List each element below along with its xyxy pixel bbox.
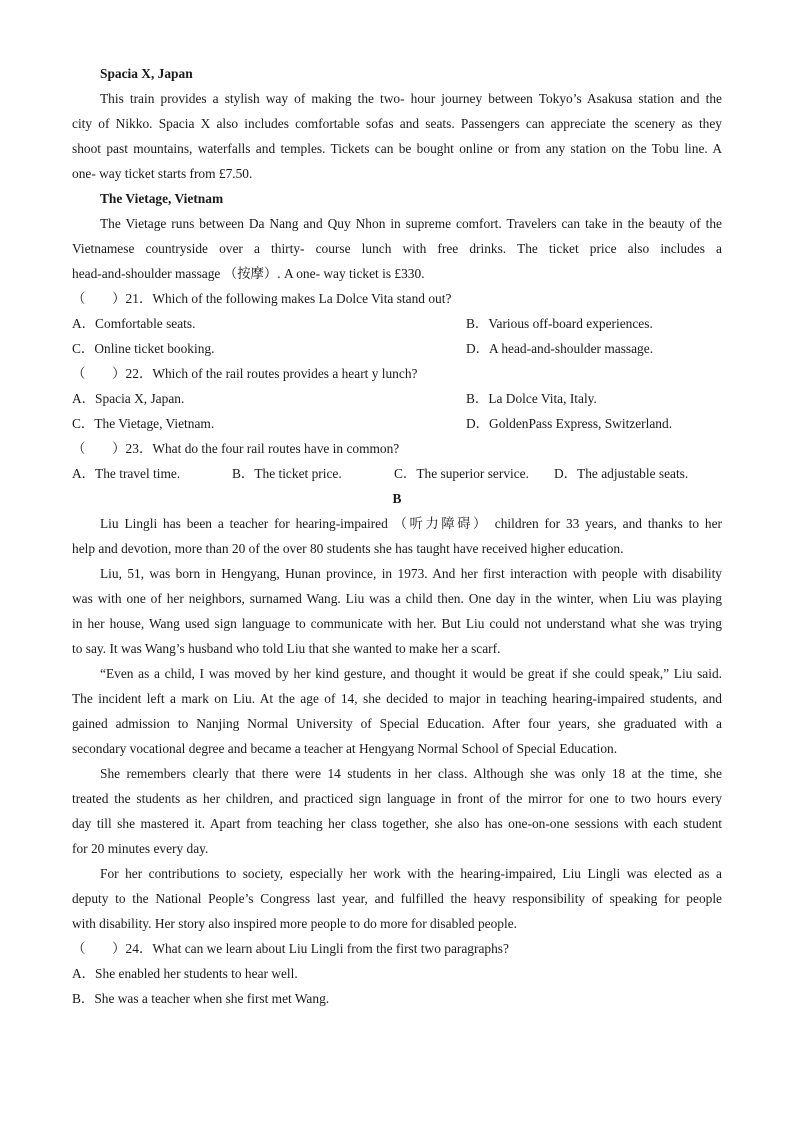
passage-b-p3-line-4: secondary vocational degree and became a teacher at Hengyang Normal School of Special Education. xyxy=(72,741,618,756)
question-23-option-d[interactable]: D．The adjustable seats. xyxy=(554,466,689,481)
question-22-stem: （ ）22．Which of the rail routes provides a heart y lunch? xyxy=(72,366,418,381)
question-22-option-b[interactable]: B．La Dolce Vita, Italy. xyxy=(466,391,597,406)
question-24-stem: （ ）24．What can we learn about Liu Lingli from the first two paragraphs? xyxy=(72,941,509,956)
passage-b-p4-line-4: for 20 minutes every day. xyxy=(72,841,209,856)
question-22-option-d[interactable]: D．GoldenPass Express, Switzerland. xyxy=(466,416,673,431)
passage-b-p3-line-1: “Even as a child, I was moved by her kind gesture, and thought it would be great if she could speak,” Liu said. xyxy=(100,666,722,681)
passage-b-p2-line-1: Liu, 51, was born in Hengyang, Hunan province, in 1973. And her first interaction with people with disability xyxy=(100,566,722,581)
spacia-line-1: This train provides a stylish way of making the two- hour journey between Tokyo’s Asakusa station and the xyxy=(100,91,722,106)
vietage-line-2: Vietnamese countryside over a thirty- course lunch with free drinks. The ticket price also includes a xyxy=(72,241,722,256)
passage-b-p5-line-1: For her contributions to society, especially her work with the hearing-impaired, Liu Lingli was elected as a xyxy=(100,866,722,881)
passage-b-p2-line-2: was with one of her neighbors, surnamed Wang. Liu was a child then. One day in the winter, when Liu was playing xyxy=(72,591,722,606)
spacia-line-4: one- way ticket starts from £7.50. xyxy=(72,166,253,181)
passage-b-p2-line-3: in her house, Wang used sign language to communicate with her. But Liu could not understand what she was trying xyxy=(72,616,722,631)
passage-b-p4-line-1: She remembers clearly that there were 14 students in her class. Although she was only 18 at the time, she xyxy=(100,766,722,781)
vietage-line-3: head-and-shoulder massage （按摩）. A one- way ticket is £330. xyxy=(72,266,425,281)
question-22-row-2 xyxy=(72,411,722,436)
question-23-option-a[interactable]: A．The travel time. xyxy=(72,466,181,481)
passage-b-p1-line-2: help and devotion, more than 20 of the over 80 students she has taught have received higher education. xyxy=(72,541,624,556)
spacia-line-2: city of Nikko. Spacia X also includes comfortable sofas and seats. Passengers can appreciate the scenery as they xyxy=(72,116,722,131)
question-23-option-b[interactable]: B．The ticket price. xyxy=(232,466,342,481)
question-21-option-a[interactable]: A．Comfortable seats. xyxy=(72,316,196,331)
question-21-option-b[interactable]: B．Various off-board experiences. xyxy=(466,316,653,331)
vietage-line-1: The Vietage runs between Da Nang and Quy Nhon in supreme comfort. Travelers can take in the beauty of the xyxy=(100,216,722,231)
question-21-row-2 xyxy=(72,336,722,361)
question-24-option-b[interactable]: B．She was a teacher when she first met Wang. xyxy=(72,991,330,1006)
passage-b-p5-line-3: with disability. Her story also inspired more people to do more for disabled people. xyxy=(72,916,518,931)
passage-b-label: B xyxy=(392,491,402,506)
spacia-heading: Spacia X, Japan xyxy=(100,66,193,81)
passage-b-p3-line-2: The incident left a mark on Liu. At the age of 14, she decided to major in teaching hearing-impaired students, and xyxy=(72,691,722,706)
passage-b-p4-line-3: day till she mastered it. Apart from teaching her class together, she also has one-on-one sessions with each student xyxy=(72,816,722,831)
question-22-option-c[interactable]: C．The Vietage, Vietnam. xyxy=(72,416,215,431)
passage-b-p1-line-1: Liu Lingli has been a teacher for hearing-impaired （听力障碍） children for 33 years, and thanks to her xyxy=(100,516,722,531)
passage-b-p4-line-2: treated the students as her children, and practiced sign language in front of the mirror for one to two hours every xyxy=(72,791,722,806)
question-23-option-c[interactable]: C．The superior service. xyxy=(394,466,529,481)
question-21-stem: （ ）21．Which of the following makes La Dolce Vita stand out? xyxy=(72,291,452,306)
question-24-option-a[interactable]: A．She enabled her students to hear well. xyxy=(72,966,298,981)
question-22-row-1 xyxy=(72,386,722,411)
question-22-option-a[interactable]: A．Spacia X, Japan. xyxy=(72,391,185,406)
question-21-option-d[interactable]: D．A head-and-shoulder massage. xyxy=(466,341,654,356)
spacia-line-3: shoot past mountains, waterfalls and temples. Tickets can be bought online or from any station on the Tobu line. A xyxy=(72,141,722,156)
question-23-stem: （ ）23．What do the four rail routes have in common? xyxy=(72,441,400,456)
passage-b-p3-line-3: gained admission to Nanjing Normal University of Special Education. After four years, she graduated with a xyxy=(72,716,722,731)
vietage-heading: The Vietage, Vietnam xyxy=(100,191,224,206)
question-21-option-c[interactable]: C．Online ticket booking. xyxy=(72,341,215,356)
passage-b-p2-line-4: to say. It was Wang’s husband who told Liu that she wanted to make her a scarf. xyxy=(72,641,501,656)
question-23-row xyxy=(72,461,722,486)
question-21-row-1 xyxy=(72,311,722,336)
passage-b-p5-line-2: deputy to the National People’s Congress last year, and fulfilled the heavy responsibility of speaking for people xyxy=(72,891,722,906)
